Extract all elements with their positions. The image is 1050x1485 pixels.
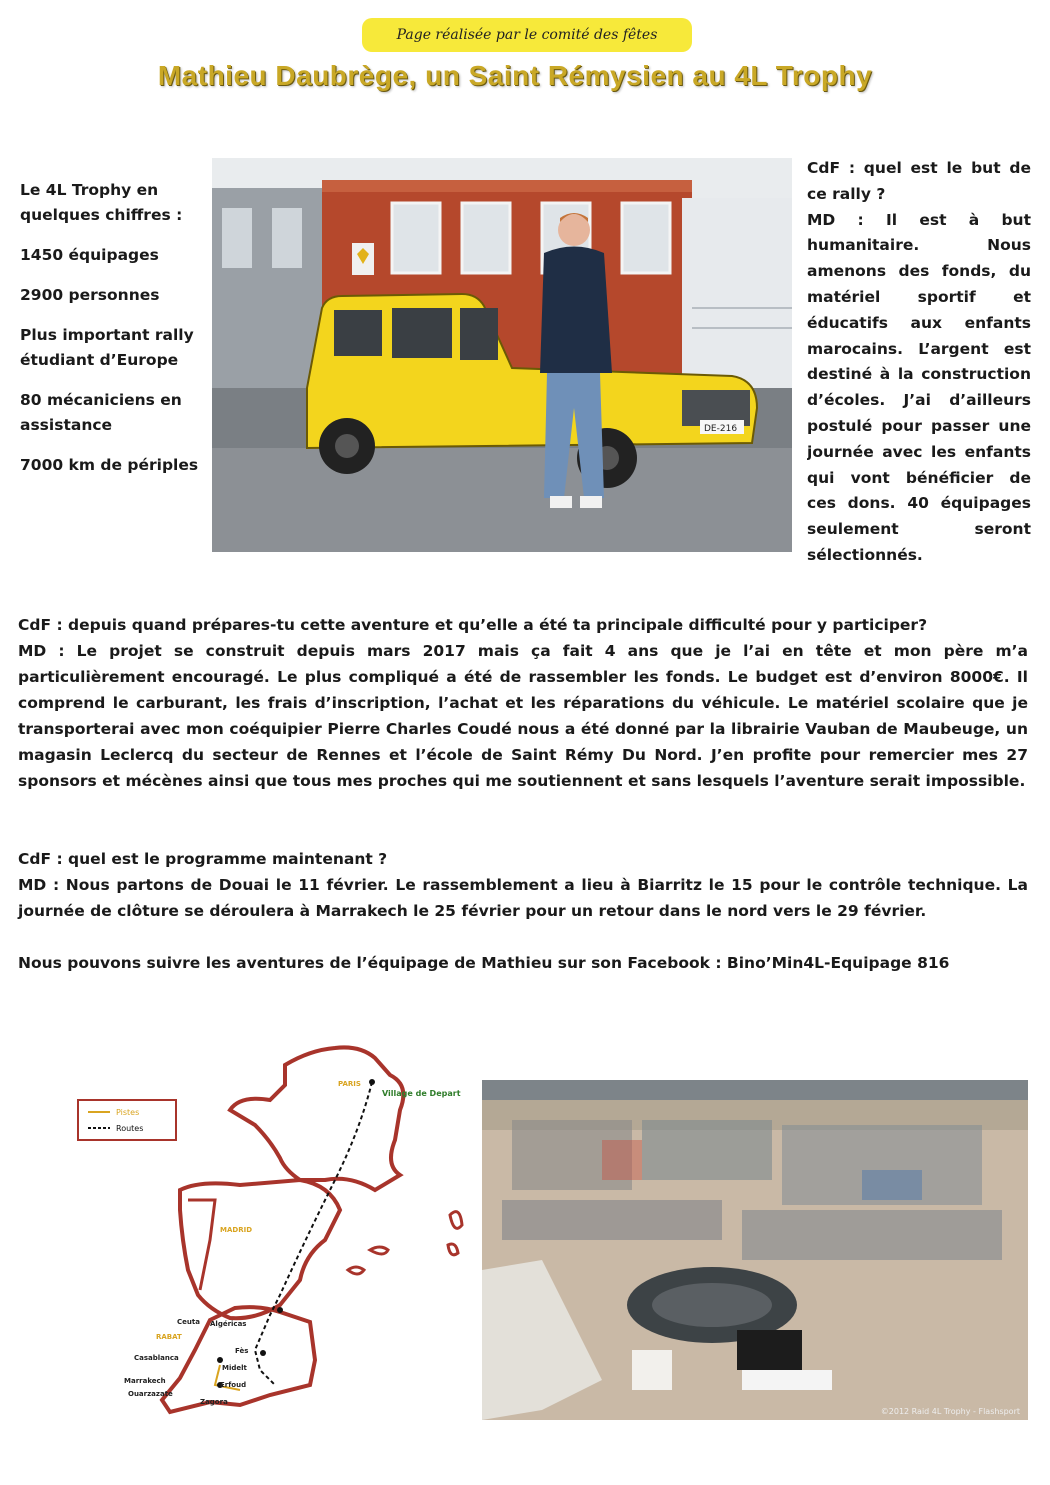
stats-heading: Le 4L Trophy en quelques chiffres : — [20, 181, 183, 224]
map-label-ceuta: Ceuta — [177, 1318, 200, 1326]
map-label-fes: Fès — [235, 1347, 249, 1355]
map-label-depart: Village de Depart — [382, 1089, 461, 1098]
stat-item: 7000 km de périples — [20, 456, 199, 474]
answer-programme: MD : Nous partons de Douai le 11 février. Le rassemblement a lieu à Biarritz le 15 pour le contrôle technique. La journée de clôture se déroulera à Marrakech le 25 février pour un retour dans le nord vers le 29 février. — [18, 876, 1028, 920]
aerial-photo-image — [482, 1080, 1028, 1420]
map-label-marrakech: Marrakech — [124, 1377, 166, 1385]
map-label-zagora: Zagora — [200, 1398, 228, 1406]
map-label-midelt: Midelt — [222, 1364, 247, 1372]
map-legend — [78, 1100, 176, 1140]
map-label-madrid: MADRID — [220, 1226, 252, 1234]
answer-preparation: MD : Le projet se construit depuis mars 2017 mais ça fait 4 ans que je l’ai en tête et mon père m’a particulièrement encouragé. Le plus compliqué a été de rassembler les fonds. Le budget est d’environ 8000€. Il comprend le carburant, les frais d’inscription, l’achat et les réparations du véhicule. Le matériel scolaire que je transporterai avec mon coéquipier Pierre Charles Coudé nous a été donné par la librairie Vauban de Maubeuge, un magasin Leclercq du secteur de Rennes et l’école de Saint Rémy Du Nord. J’en profite pour remercier mes 27 sponsors et mécènes ainsi que tous mes proches qui me soutiennent et sans lesquels l’aventure serait impossible. — [18, 642, 1028, 790]
stats-column — [20, 178, 205, 493]
stat-item: 80 mécaniciens en assistance — [20, 391, 182, 434]
map-label-ouarzazate: Ouarzazate — [128, 1390, 173, 1398]
stat-item: Plus important rally étudiant d’Europe — [20, 326, 194, 369]
header-banner — [362, 18, 692, 52]
question-preparation: CdF : depuis quand prépares-tu cette aventure et qu’elle a été ta principale difficulté pour y participer? — [18, 616, 928, 634]
map-label-erfoud: Erfoud — [220, 1381, 247, 1389]
stat-item: 1450 équipages — [20, 246, 159, 264]
map-label-rabat: RABAT — [156, 1333, 182, 1341]
answer-purpose: MD : Il est à but humanitaire. Nous amenons des fonds, du matériel sportif et éducatifs aux enfants marocains. L’argent est destiné à la construction d’écoles. J’ai d’ailleurs postulé pour passer une journée avec les enfants qui vont bénéficier de ces dons. 40 équipages seulement seront sélectionnés. — [807, 210, 1031, 564]
qa-purpose — [807, 156, 1031, 582]
page-title: Mathieu Daubrège, un Saint Rémysien au 4L Trophy — [157, 60, 873, 91]
question-purpose: CdF : quel est le but de ce rally ? — [807, 159, 1031, 203]
photo-yellow-4l — [212, 158, 792, 552]
stat-item: 2900 personnes — [20, 286, 160, 304]
legend-pistes: Pistes — [116, 1108, 140, 1117]
license-plate: DE-216 — [704, 424, 738, 434]
map-label-casablanca: Casablanca — [134, 1354, 179, 1362]
legend-routes: Routes — [116, 1124, 144, 1133]
question-programme: CdF : quel est le programme maintenant ? — [18, 850, 388, 868]
map-label-algeciras: Algéricas — [210, 1320, 247, 1328]
map-label-paris: PARIS — [338, 1080, 361, 1088]
closing-note: Nous pouvons suivre les aventures de l’équipage de Mathieu sur son Facebook : Bino’Min4L-Equipage 816 — [18, 954, 950, 972]
photo-credit: ©2012 Raid 4L Trophy - Flashsport — [880, 1407, 1020, 1416]
banner-text: Page réalisée par le comité des fêtes — [396, 27, 658, 43]
article-body — [18, 612, 1028, 976]
route-map — [70, 1040, 470, 1420]
photo-aerial-camp — [482, 1080, 1028, 1420]
